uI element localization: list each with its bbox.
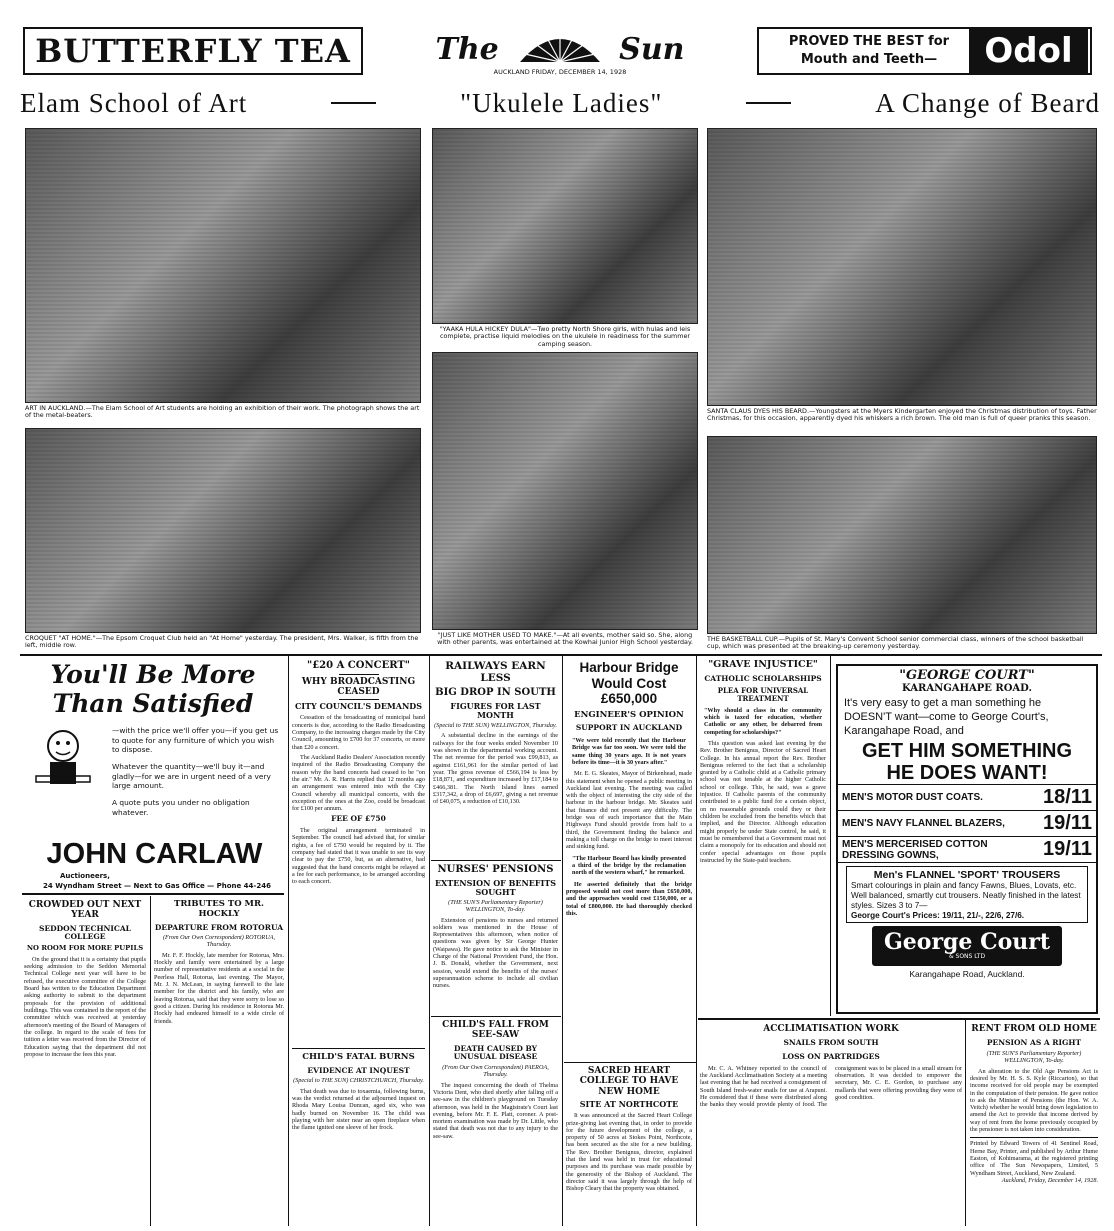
railways-body: A substantial decline in the earnings of the railways for the four weeks ended November 10 was shown in the departmental working account. The net revenue for the period was £99,813, as against £161,961 for the similar period of last year. The gross revenue of £566,194 is less by £18,871, and expenditure increased by £17,184 to £466,381. The North Island lines earned £317,342, a drop of £6,697, giving a net revenue of £40,075, a reduction of £10,130. [433,732,558,806]
sacred-headline: SACRED HEART COLLEGE TO HAVE NEW HOME [579,1066,679,1097]
column-rule [562,656,563,1226]
banner-right: A Change of Beard [875,87,1100,118]
crowded-article [24,900,146,1226]
george-court-intro: It's very easy to get a man something he DOESN'T want—come to George Court's, Karangahape Road, and [844,697,1049,737]
crowded-deck-2: NO ROOM FOR MORE PUPILS [26,943,144,952]
column-rule [288,656,289,1226]
imprint-date: Auckland, Friday, December 14, 1928. [1001,1176,1098,1184]
bridge-body-2: He asserted definitely that the bridge proposed would not cost more than £650,000, and the approaches would cost £150,000, or a total of £800,000. He had thoroughly checked this. [566,880,692,917]
catholic-article [700,660,826,1060]
rent-headline: RENT FROM OLD HOME [971,1024,1097,1034]
acclim-deck-1: SNAILS FROM SOUTH [783,1038,879,1048]
column-rule [429,656,430,1226]
pensions-article [433,864,558,1014]
acclim-headline: ACCLIMATISATION WORK [763,1024,899,1034]
column-rule [965,1020,966,1226]
bridge-deck-1: ENGINEER'S OPINION [574,709,684,720]
carlaw-headline-2: Than Satisfied [52,689,254,718]
railways-byline: (Special to THE SUN) WELLINGTON, Thursday. [434,722,557,729]
concert-subhead: FEE OF £750 [331,814,386,824]
sacred-deck: SITE AT NORTHCOTE [579,1099,679,1110]
banner-left: Elam School of Art [20,87,248,118]
caption-mother: "JUST LIKE MOTHER USED TO MAKE."—At all events, mother said so. She, along with other parents, was entertained at the Kowhai Junior High School yesterday. [437,632,693,647]
bridge-quote: "We were told recently that the Harbour Bridge was far too soon. We were told the same thing 30 years ago. It is not years before its time—it is 30 years after." [572,736,686,766]
burns-body: That death was due to toxaemia, following burns, was the verdict returned at the adjourned inquest on Rhoda Mary Louisa Duncan, aged six, who was badly burned on November 16. The child was playing with her sister near an open fireplace when the flame ignited one sleeve of her frock. [292,1087,425,1132]
bridge-quote-2: "The Harbour Board has kindly presented a third of the bridge by the reclamation north of the western wharf," he remarked. [572,854,686,877]
photo-santa [707,128,1097,406]
imprint: Printed by Edward Towers of 41 Sentinel Road, Herne Bay, Printer, and published by Arthur Hume Easton, of Kohimarama, at the registered printing office of The Sun Newspapers, Limited, 5 Wyndham Street, Auckland, New Zealand. [970,1137,1098,1177]
pensions-byline: (THE SUN'S Parliamentary Reporter) WELLINGTON, To-day. [448,898,543,914]
section-rule [431,860,561,861]
burns-byline: (Special to THE SUN) CHRISTCHURCH, Thursday. [293,1077,424,1085]
carlaw-paragraph-3: A quote puts you under no obligation whatever. [112,798,250,817]
george-court-price-row [838,785,1096,811]
bridge-article [566,660,692,1060]
catholic-deck: PLEA FOR UNIVERSAL TREATMENT [717,685,809,703]
railways-headline: RAILWAYS EARN LESS [445,660,546,685]
bridge-headline: Harbour Bridge Would Cost £650,000 [579,660,679,707]
odol-ad [757,27,1092,75]
railways-article [433,660,558,858]
george-court-price-list [838,785,1096,863]
sacred-article [566,1066,692,1226]
railways-deck-1: BIG DROP IN SOUTH [435,687,556,699]
acclim-deck-2: LOSS ON PARTRIDGES [782,1051,880,1061]
caption-santa: SANTA CLAUS DYES HIS BEARD.—Youngsters at the Myers Kindergarten enjoyed the Christmas distribution of toys. Father Christmas, for this occasion, apparently dyed his whiskers a rich brown. The old man is full of queer pranks this season. [707,408,1097,423]
photo-art [25,128,421,403]
photo-ukulele [432,128,698,324]
george-court-trousers [846,866,1088,923]
odol-ad-text: PROVED THE BEST for Mouth and Teeth— [788,34,950,67]
railways-deck-2: FIGURES FOR LAST MONTH [450,700,541,720]
hockly-deck: DEPARTURE FROM ROTORUA [154,922,284,932]
george-court-item-label: MEN'S MOTOR DUST COATS. [842,792,983,804]
banner-rule [746,102,791,104]
hockly-article [154,900,284,1050]
hockly-headline: TRIBUTES TO MR. HOCKLY [174,900,264,919]
banner [20,86,1100,120]
section-rule [431,1016,561,1017]
carlaw-paragraph-1: —with the price we'll offer you—if you get us to quote for any furniture of which you wish to dispose. [112,726,279,755]
george-court-prices: George Court's Prices: 19/11, 21/-, 22/6, 27/6. [851,910,1025,920]
george-court-item-price: 18/11 [1043,786,1092,809]
concert-body-1: Cessation of the broadcasting of municipal band concerts is due, according to the Radio Broadcasting Company, to the increasing charges made by the City Council, amounting to £700 for 37 concerts, or more than £20 a concert. [292,714,425,751]
carlaw-ad [22,660,284,832]
butterfly-tea-text: BUTTERFLY TEA [35,32,351,70]
crowded-body: On the ground that it is a certainty that pupils seeking admission to the Seddon Memorial Technical College next year will have to be refused, the executive committee of the College Board has written to the Education Department asking authority to submit to the department proposals for the provision of additional buildings. This was contained in the report of the committee which was received at yesterday afternoon's meeting of the Board of Managers of the college. In regard to the scale of fees for tuition a letter was received from the Director of Education saying that the department did not propose to increase the fees this year. [24,955,146,1058]
photo-croquet [25,428,421,633]
george-court-logo: George Court [883,929,1051,956]
section-rule [698,1018,1100,1020]
george-court-item-label: MEN'S MERCERISED COTTON DRESSING GOWNS, [842,838,988,861]
george-court-item-price: 19/11 [1043,838,1092,861]
odol-brand: Odol [969,29,1088,73]
george-court-trousers-body: Smart colourings in plain and fancy Fawns, Blues, Lovats, etc. Well balanced, smartly cut trousers. Neatly finished in the latest styles. Sizes 3 to 7— [851,881,1081,910]
bridge-body: Mr. E. G. Skeates, Mayor of Birkenhead, made this statement when he opened a public meeting in Auckland last evening. The meeting was called with the object of interesting the city side of the harbour in the harbour bridge. Mr. Skeates said that finance did not present any difficulty. The bridge was of such importance that the Main Highways Fund should provide from half to a third, the Government finding the balance and making a toll charge on the bridge to meet interest and sinking fund. [566,770,692,851]
george-court-big-1: GET HIM SOMETHING [862,740,1072,763]
acclim-body: Mr. C. A. Whitney reported to the council of the Auckland Acclimatisation Society at a meeting last evening that he had received a consignment of South Island fresh-water snails for use at Arapuni. He considered that if these were distributed along the banks they would provide plenty of food. The consignment was to be placed in a small stream for observation. It was decided to empower the secretary, Mr. C. E. Gordon, to purchase any mallards that were offering providing they were of good condition. [700,1064,962,1109]
dateline: AUCKLAND FRIDAY, DECEMBER 14, 1928 [493,68,627,76]
newspaper-title: The Sun [435,32,685,67]
banner-center: "Ukulele Ladies" [460,87,663,118]
seesaw-body: The inquest concerning the death of Thelma Victoria Dent, who died shortly after falling off a see-saw in the children's playground on Tuesday afternoon, was held in the Magistrate's Court last evening, before Mr. F. E. Platt, coroner. A post-mortem examination was made by Dr. Little, who stated that death was not due to any injury to the see-saw. [433,1081,558,1140]
column-rule [830,656,831,1016]
carlaw-name: JOHN CARLAW [46,838,263,870]
george-court-item-label: MEN'S NAVY FLANNEL BLAZERS, [842,818,1005,830]
carlaw-paragraph-2: Whatever the quantity—we'll buy it—and gladly—for we are in urgent need of a very large amount. [112,762,271,791]
caption-basketball: THE BASKETBALL CUP.—Pupils of St. Mary's Convent School senior commercial class, winners of the school basketball cup, which was presented at the breaking-up ceremony yesterday. [707,636,1084,651]
hockly-body: Mr. F. F. Hockly, late member for Rotorua, Mrs. Hockly and family were entertained by a large number of representative residents at a social in the Peerless Hall, Rotorua, last evening. The Mayor, Mr. J. N. McLean, in saying farewell to the late member for the district and his family, who are leaving Rotorua, said that they were sorry to lose so good a citizen. During his residence in Rotorua Mr. Hockly had endeared himself to a wide circle of friends. [154,951,284,1025]
george-court-sub: KARANGAHAPE ROAD. [902,683,1032,694]
carlaw-mascot-icon [28,726,98,790]
george-court-ad [836,664,1098,1014]
george-court-logo-box [872,926,1062,966]
section-rule [564,1062,696,1063]
section-rule [22,893,284,895]
hockly-byline: (From Our Own Correspondent) ROTORUA, Thursday. [162,934,275,949]
newspaper-title-block [395,24,725,84]
pensions-deck: EXTENSION OF BENEFITS SOUGHT [434,877,557,897]
concert-body-2: The Auckland Radio Dealers' Association recently inquired of the Radio Broadcasting Company the reason why the band concerts had ceased to be "on the air." Mr. A. R. Harris replied that 12 months ago an arrangement was entered into with the City Council whereby all municipal concerts, with the exception of the ones at the Zoo, could be broadcast for £100 per annum. [292,753,425,813]
seesaw-article [433,1020,558,1225]
column-rule [150,896,151,1226]
burns-deck: EVIDENCE AT INQUEST [307,1065,410,1075]
seesaw-headline: CHILD'S FALL FROM SEE-SAW [442,1020,549,1041]
concert-headline: WHY BROADCASTING CEASED [301,676,416,697]
pensions-body: Extension of pensions to nurses and returned soldiers was mentioned in the House of Representatives this afternoon, when notice of questions was given by Sir George Hunter (Waipawa). He gave notice to ask the Minister in Charge of the National Provident Fund, the Hon. J. B. Donald, whether the Government, next session, would extend the benefits of the nurses' superannuation scheme to include all civilian nurses. [433,916,558,990]
sacred-body: It was announced at the Sacred Heart College prize-giving last evening that, in order to provide for the future development of the college, a property of 50 acres at Stokes Point, Northcote, has been secured as the site for a new building. The Rev. Brother Benignus, director, explained that the land was held in trust for educational purposes and its purchase was made possible by the generosity of the Bishop of Auckland. The director said it was largely through the help of Bishop Cleary that the property was obtained. [566,1112,692,1193]
crowded-headline: CROWDED OUT NEXT YEAR [28,900,142,921]
george-court-logo-sub: & SONS LTD [948,953,986,961]
george-court-price-row [838,811,1096,837]
caption-ukulele: "YAAKA HULA HICKEY DULA"—Two pretty North Shore girls, with hulas and leis complete, practise liquid melodies on the ukulele in readiness for the summer camping season. [439,326,691,348]
carlaw-address: 24 Wyndham Street — Next to Gas Office — Phone 44-246 [43,882,271,890]
george-court-trousers-head: Men's FLANNEL 'SPORT' TROUSERS [873,869,1061,882]
burns-headline: CHILD'S FATAL BURNS [302,1052,415,1062]
george-court-address: Karangahape Road, Auckland. [909,968,1025,979]
carlaw-headline-1: You'll Be More [50,660,256,689]
seesaw-byline: (From Our Own Correspondent) PAEROA, Thursday. [442,1063,549,1079]
concert-deck: CITY COUNCIL'S DEMANDS [294,701,423,712]
catholic-kicker: "GRAVE INJUSTICE" [708,660,818,670]
rent-byline: (THE SUN'S Parliamentary Reporter) WELLINGTON, To-day. [986,1049,1082,1065]
photo-basketball [707,436,1097,634]
concert-article [292,660,425,1010]
acclim-article [700,1024,962,1226]
butterfly-tea-ad [23,27,363,75]
catholic-body: This question was asked last evening by the Rev. Brother Benignus, Director of Sacred Heart College. In his annual report the Rev. Brother Benignus referred to the fact that a scholarship granted by a Catholic child at a Catholic primary school was not tenable at the higher Catholic school or college. This, he said, was a grave injustice. If Catholic parents of the community contributed to a public fund for a certain object, on no reasonable grounds could they or their children be excluded from the benefits which that implied, and the Director. Although education might properly be under State control, he said, it must be remembered that a Government must not claim a monopoly for its education and should not confer special advantages on those pupils instructed by the State-paid teachers. [700,739,826,864]
burns-article [292,1048,425,1226]
column-rule [696,656,697,1226]
bridge-deck-2: SUPPORT IN AUCKLAND [575,723,683,733]
seesaw-deck: DEATH CAUSED BY UNUSUAL DISEASE [453,1043,538,1062]
rent-article [970,1024,1098,1226]
carlaw-sub: Auctioneers, [60,872,110,880]
george-court-item-price: 19/11 [1043,812,1092,835]
caption-art: ART IN AUCKLAND.—The Elam School of Art students are holding an exhibition of their work. The photograph shows the art of the metal-beaters. [25,405,420,420]
catholic-headline: CATHOLIC SCHOLARSHIPS [704,673,822,683]
caption-croquet: CROQUET "AT HOME."—The Epsom Croquet Club held an "At Home" yesterday. The president, Mrs. Walker, is fifth from the left, middle row. [25,635,419,650]
pensions-headline: NURSES' PENSIONS [437,864,554,875]
concert-kicker: "£20 A CONCERT" [307,660,410,671]
concert-body-3: The original arrangement terminated in September. The council had advised that, for similar rights, a fee of £750 would be required by it. The company had stated that it was unable to see its way clear to pay the £750, but, as an alternative, had suggested that the band concerts might be relayed at a fee for each performance, to be arranged according to each concert. [292,827,425,886]
george-court-big-2: HE DOES WANT! [838,762,1096,785]
george-court-title: "GEORGE COURT" [899,668,1035,683]
rent-body: An alteration to the Old Age Pensions Act is desired by Mr. H. S. S. Kyle (Riccarton), so that income received for old people may be exempted in the computation of their pension. He gave notice to ask the Minister of Pensions (the Hon. W. A. Veitch) whether he would bring down legislation to amend the Act to provide that income derived by way of rent from the home previously occupied by the pensioner is not taken into consideration. [970,1067,1098,1134]
crowded-deck-1: SEDDON TECHNICAL COLLEGE [39,923,131,942]
photo-mother [432,352,698,630]
banner-rule [331,102,376,104]
catholic-quote: "Why should a class in the community which is taxed for education, whether Catholic or any other, be debarred from competing for scholarships?" [704,706,822,736]
rent-deck: PENSION AS A RIGHT [986,1038,1082,1048]
george-court-price-row [838,837,1096,863]
section-rule [20,654,1102,656]
